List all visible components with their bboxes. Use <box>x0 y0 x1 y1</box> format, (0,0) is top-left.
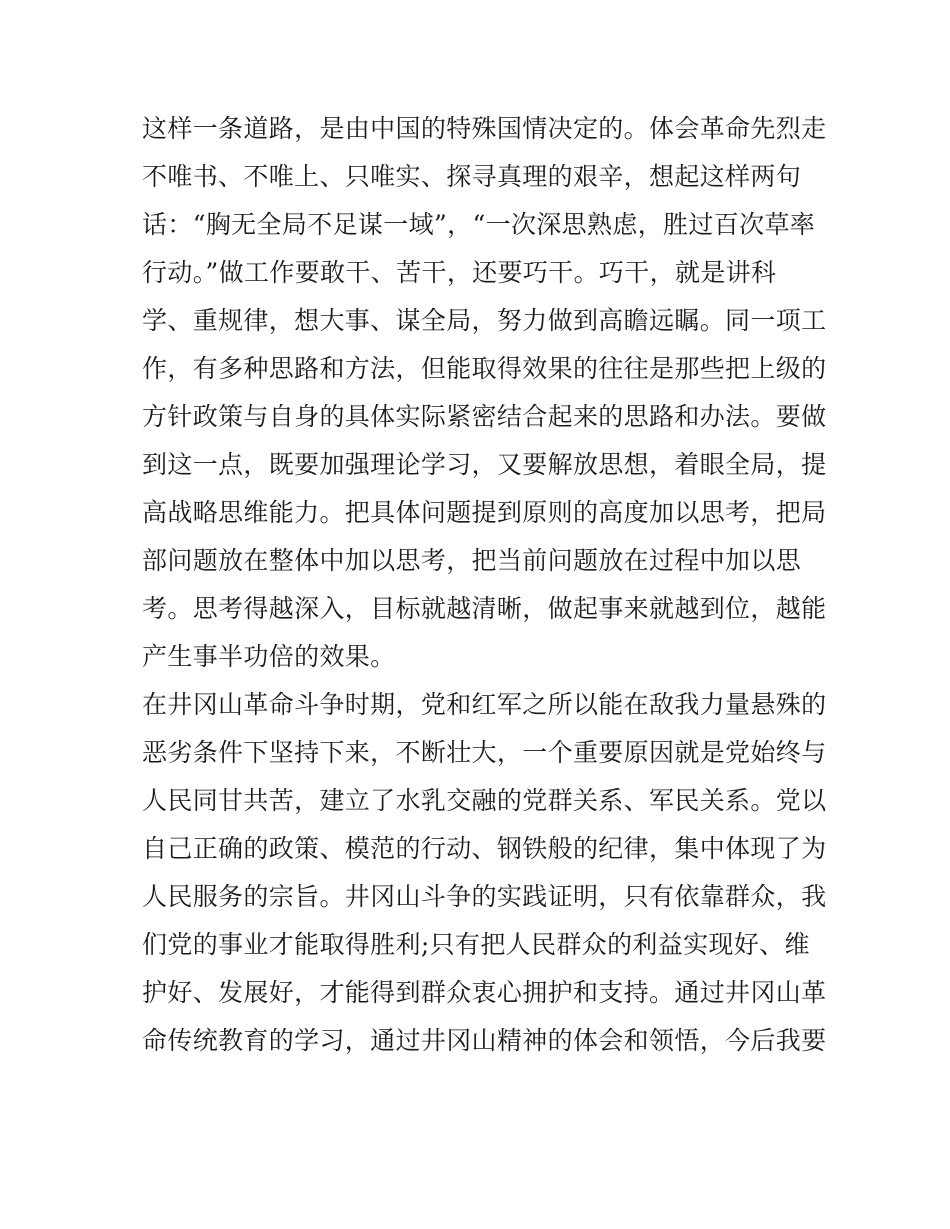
text-line: 护好、发展好，才能得到群众衷心拥护和支持。通过井冈山革 <box>142 978 827 1007</box>
body-text <box>142 105 827 1065</box>
text-line: 在井冈山革命斗争时期，党和红军之所以能在敌我力量悬殊的 <box>142 690 827 719</box>
text-line: 考。思考得越深入，目标就越清晰，做起事来就越到位，越能 <box>142 594 827 623</box>
text-line: 命传统教育的学习，通过井冈山精神的体会和领悟，今后我要 <box>142 1026 827 1055</box>
text-line: 部问题放在整体中加以思考，把当前问题放在过程中加以思 <box>142 546 802 575</box>
text-line: 不唯书、不唯上、只唯实、探寻真理的艰辛，想起这样两句 <box>142 162 802 191</box>
text-line: 自己正确的政策、模范的行动、钢铁般的纪律，集中体现了为 <box>142 834 827 863</box>
text-line: 话：“胸无全局不足谋一域”，“一次深思熟虑，胜过百次草率 <box>142 210 816 239</box>
text-line: 们党的事业才能取得胜利;只有把人民群众的利益实现好、维 <box>142 930 810 959</box>
text-line: 这样一条道路，是由中国的特殊国情决定的。体会革命先烈走 <box>142 114 827 143</box>
text-line: 方针政策与自身的具体实际紧密结合起来的思路和办法。要做 <box>142 402 827 431</box>
text-line: 高战略思维能力。把具体问题提到原则的高度加以思考，把局 <box>142 498 827 527</box>
text-line: 作，有多种思路和方法，但能取得效果的往往是那些把上级的 <box>142 354 827 383</box>
text-line: 行动。”做工作要敢干、苦干，还要巧干。巧干，就是讲科 <box>142 258 777 287</box>
text-line: 恶劣条件下坚持下来，不断壮大，一个重要原因就是党始终与 <box>142 738 827 767</box>
text-line: 学、重规律，想大事、谋全局，努力做到高瞻远瞩。同一项工 <box>142 306 827 335</box>
text-line: 到这一点，既要加强理论学习，又要解放思想，着眼全局，提 <box>142 450 827 479</box>
text-line: 人民同甘共苦，建立了水乳交融的党群关系、军民关系。党以 <box>142 786 827 815</box>
text-line: 人民服务的宗旨。井冈山斗争的实践证明，只有依靠群众，我 <box>142 882 827 911</box>
text-line: 产生事半功倍的效果。 <box>142 642 396 671</box>
